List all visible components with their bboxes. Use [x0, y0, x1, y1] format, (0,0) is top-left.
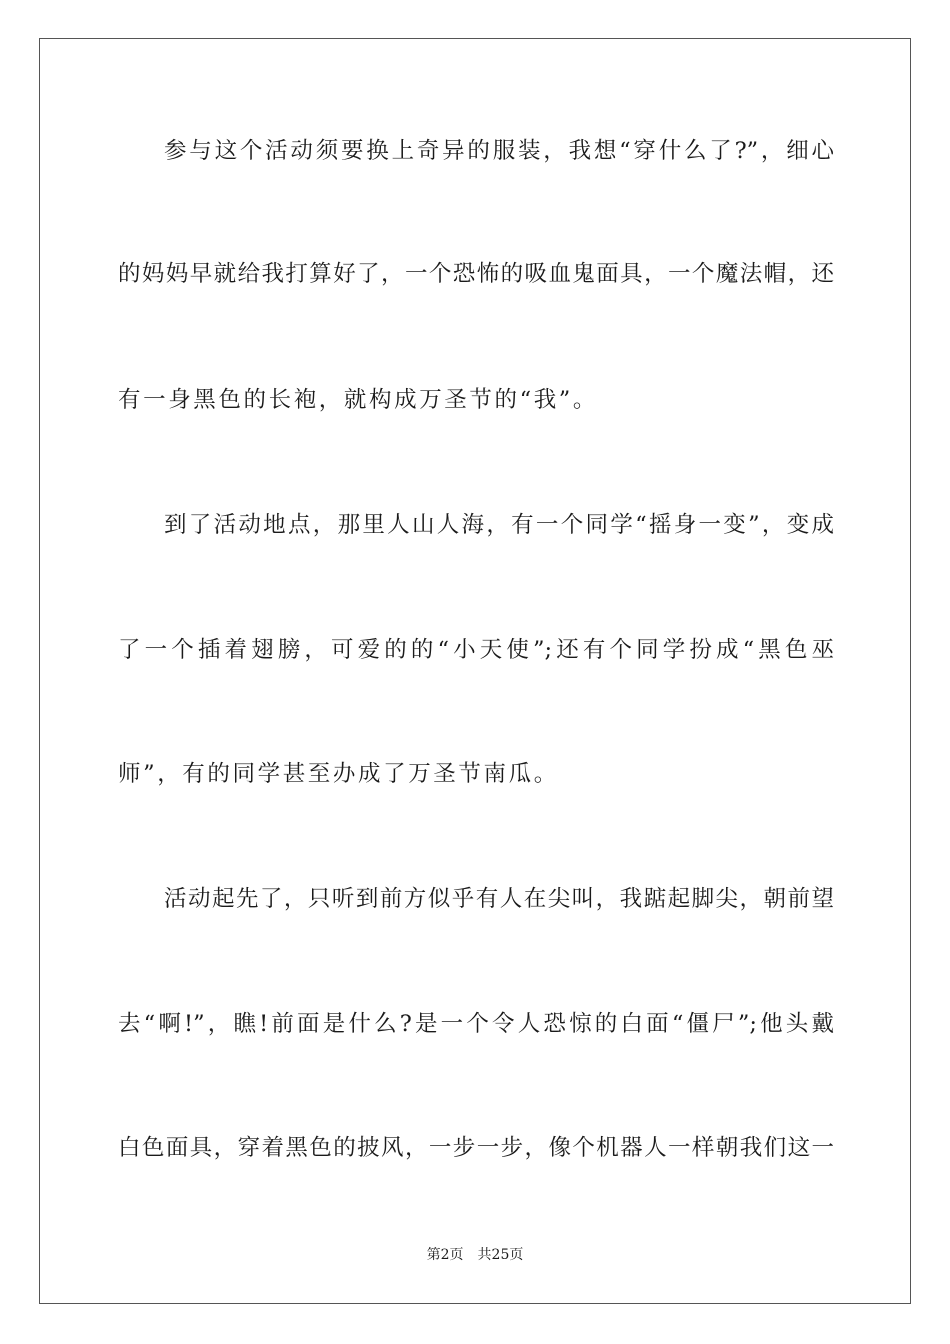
page-border [39, 38, 911, 1304]
paragraph-3-line-2: 去“啊!”，瞧!前面是什么?是一个令人恐惊的白面“僵尸”;他头戴 [118, 1011, 834, 1037]
page-footer [0, 1245, 950, 1265]
paragraph-2-line-3: 师”，有的同学甚至办成了万圣节南瓜。 [118, 761, 559, 787]
page-number: 第2页 [426, 1247, 464, 1263]
paragraph-1-line-3: 有一身黑色的长袍，就构成万圣节的“我”。 [118, 387, 599, 413]
paragraph-2-line-2: 了一个插着翅膀，可爱的的“小天使”;还有个同学扮成“黑色巫 [118, 637, 834, 663]
paragraph-3-line-3: 白色面具，穿着黑色的披风，一步一步，像个机器人一样朝我们这一 [118, 1135, 834, 1161]
paragraph-1-line-1: 参与这个活动须要换上奇异的服装，我想“穿什么了?”，细心 [164, 138, 834, 164]
paragraph-2-line-1: 到了活动地点，那里人山人海，有一个同学“摇身一变”，变成 [164, 512, 834, 538]
paragraph-1-line-2: 的妈妈早就给我打算好了，一个恐怖的吸血鬼面具，一个魔法帽，还 [118, 261, 834, 287]
total-pages: 共25页 [477, 1247, 524, 1263]
paragraph-3-line-1: 活动起先了，只听到前方似乎有人在尖叫，我踮起脚尖，朝前望 [164, 886, 834, 912]
